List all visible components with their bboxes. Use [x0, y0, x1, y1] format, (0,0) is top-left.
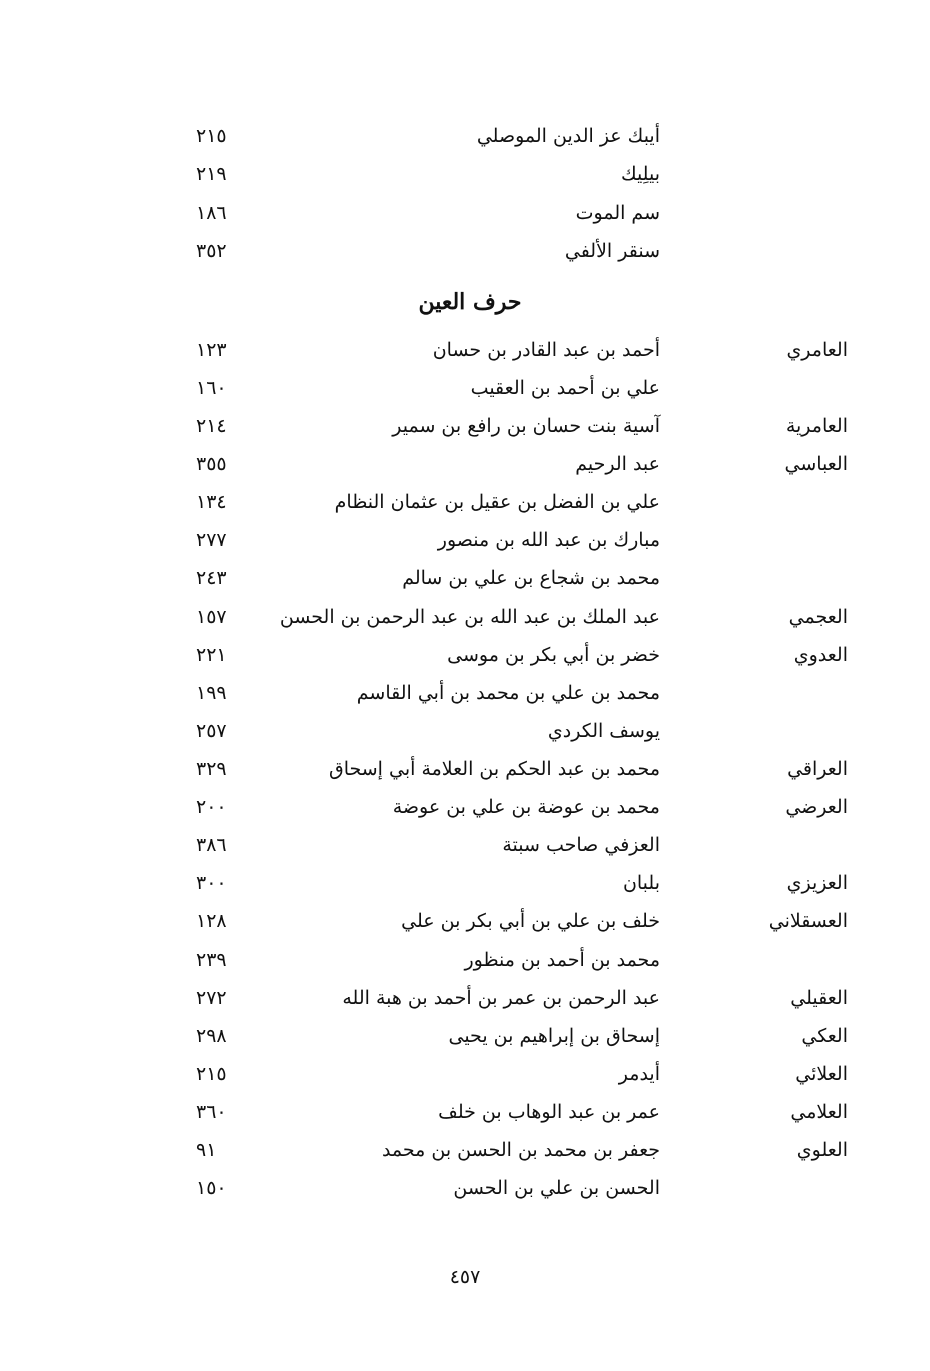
entry-name: عمر بن عبد الوهاب بن خلف — [438, 1101, 660, 1123]
entry-name: يوسف الكردي — [547, 720, 660, 742]
entry-nisba: العباسي — [784, 453, 848, 475]
entry-name: محمد بن أحمد بن منظور — [464, 949, 660, 971]
entry-name: علي بن الفضل بن عقيل بن عثمان النظام — [334, 491, 660, 513]
index-row — [0, 864, 930, 902]
entry-name: خضر بن أبي بكر بن موسى — [447, 644, 660, 666]
entry-name: علي بن أحمد بن العقيب — [470, 377, 660, 399]
entry-name: بلبان — [622, 872, 660, 894]
index-row — [0, 559, 930, 597]
entry-name: أحمد بن عبد القادر بن حسان — [432, 339, 660, 361]
entry-nisba: العلائي — [795, 1063, 848, 1085]
entry-page-number: ١٢٣ — [196, 339, 227, 361]
entry-name: الحسن بن علي بن الحسن — [453, 1177, 660, 1199]
entry-page-number: ٢٣٩ — [196, 949, 227, 971]
entry-page-number: ٢١٩ — [196, 163, 227, 185]
index-row — [0, 369, 930, 407]
entry-nisba: العامرية — [785, 415, 848, 437]
entry-page-number: ١٦٠ — [196, 377, 227, 399]
entry-page-number: ١٢٨ — [196, 910, 227, 932]
index-row — [0, 1017, 930, 1055]
entry-page-number: ٢١٥ — [196, 125, 227, 147]
entry-name: محمد بن عوضة بن علي بن عوضة — [392, 796, 660, 818]
entry-name: أيبك عز الدين الموصلي — [476, 125, 660, 147]
entry-name: عبد الملك بن عبد الله بن عبد الرحمن بن الحسن — [279, 606, 660, 628]
entry-page-number: ٣٥٥ — [196, 453, 227, 475]
index-row — [0, 1055, 930, 1093]
index-row — [0, 674, 930, 712]
index-row — [0, 712, 930, 750]
index-row — [0, 521, 930, 559]
entry-nisba: العدوي — [793, 644, 848, 666]
entry-nisba: العراقي — [787, 758, 848, 780]
entry-page-number: ٣٠٠ — [196, 872, 227, 894]
entry-page-number: ٩١ — [196, 1139, 217, 1161]
index-row — [0, 1169, 930, 1207]
entry-nisba: العجمي — [788, 606, 848, 628]
entry-page-number: ٣٦٠ — [196, 1101, 227, 1123]
entry-nisba: العسقلاني — [768, 910, 848, 932]
entry-name: خلف بن علي بن أبي بكر بن علي — [401, 910, 660, 932]
index-row — [0, 902, 930, 940]
entry-name: مبارك بن عبد الله بن منصور — [437, 529, 660, 551]
index-row — [0, 483, 930, 521]
index-row — [0, 788, 930, 826]
index-row — [0, 232, 930, 270]
entry-page-number: ٢٠٠ — [196, 796, 227, 818]
section-heading: حرف العين — [418, 289, 522, 315]
index-row — [0, 750, 930, 788]
entry-page-number: ٣٥٢ — [196, 240, 227, 262]
entry-page-number: ١٩٩ — [196, 682, 227, 704]
entry-name: سنقر الألفي — [564, 240, 660, 262]
index-row — [0, 598, 930, 636]
index-row — [0, 826, 930, 864]
entry-page-number: ٢٤٣ — [196, 567, 227, 589]
entry-name: محمد بن شجاع بن علي بن سالم — [402, 567, 660, 589]
entry-name: عبد الرحمن بن عمر بن أحمد بن هبة الله — [342, 987, 660, 1009]
entry-name: العزفي صاحب سبتة — [502, 834, 660, 856]
index-row — [0, 979, 930, 1017]
index-row — [0, 1131, 930, 1169]
entry-name: محمد بن علي بن محمد بن أبي القاسم — [356, 682, 660, 704]
index-row — [0, 194, 930, 232]
entry-name: آسية بنت حسان بن رافع بن سمير — [392, 415, 660, 437]
entry-page-number: ٣٢٩ — [196, 758, 227, 780]
index-row — [0, 407, 930, 445]
index-row — [0, 331, 930, 369]
entry-page-number: ١٥٠ — [196, 1177, 227, 1199]
entry-nisba: العلوي — [796, 1139, 848, 1161]
entry-page-number: ٢٥٧ — [196, 720, 227, 742]
index-row — [0, 155, 930, 193]
entry-nisba: العكي — [801, 1025, 848, 1047]
entry-page-number: ٢٢١ — [196, 644, 227, 666]
entry-page-number: ١٥٧ — [196, 606, 227, 628]
index-row — [0, 117, 930, 155]
page-number: ٤٥٧ — [449, 1266, 481, 1288]
entry-page-number: ١٣٤ — [196, 491, 227, 513]
entry-name: محمد بن عبد الحكم بن العلامة أبي إسحاق — [328, 758, 660, 780]
entry-nisba: العامري — [786, 339, 848, 361]
index-row — [0, 445, 930, 483]
entry-nisba: العلامي — [790, 1101, 848, 1123]
entry-nisba: العزيزي — [786, 872, 848, 894]
index-row — [0, 941, 930, 979]
index-row — [0, 1093, 930, 1131]
entry-page-number: ٣٨٦ — [196, 834, 227, 856]
entry-page-number: ١٨٦ — [196, 202, 227, 224]
entry-name: عبد الرحيم — [575, 453, 660, 475]
entry-nisba: العرضي — [785, 796, 848, 818]
entry-page-number: ٢٩٨ — [196, 1025, 227, 1047]
entry-name: سم الموت — [575, 202, 660, 224]
entry-nisba: العقيلي — [790, 987, 848, 1009]
index-row — [0, 636, 930, 674]
entry-name: بيلِيك — [620, 163, 660, 185]
entry-name: جعفر بن محمد بن الحسن بن محمد — [381, 1139, 660, 1161]
entry-page-number: ٢١٥ — [196, 1063, 227, 1085]
entry-name: أيدمر — [618, 1063, 660, 1085]
entry-page-number: ٢٧٧ — [196, 529, 227, 551]
entry-name: إسحاق بن إبراهيم بن يحيى — [448, 1025, 660, 1047]
entry-page-number: ٢٧٢ — [196, 987, 227, 1009]
entry-page-number: ٢١٤ — [196, 415, 227, 437]
